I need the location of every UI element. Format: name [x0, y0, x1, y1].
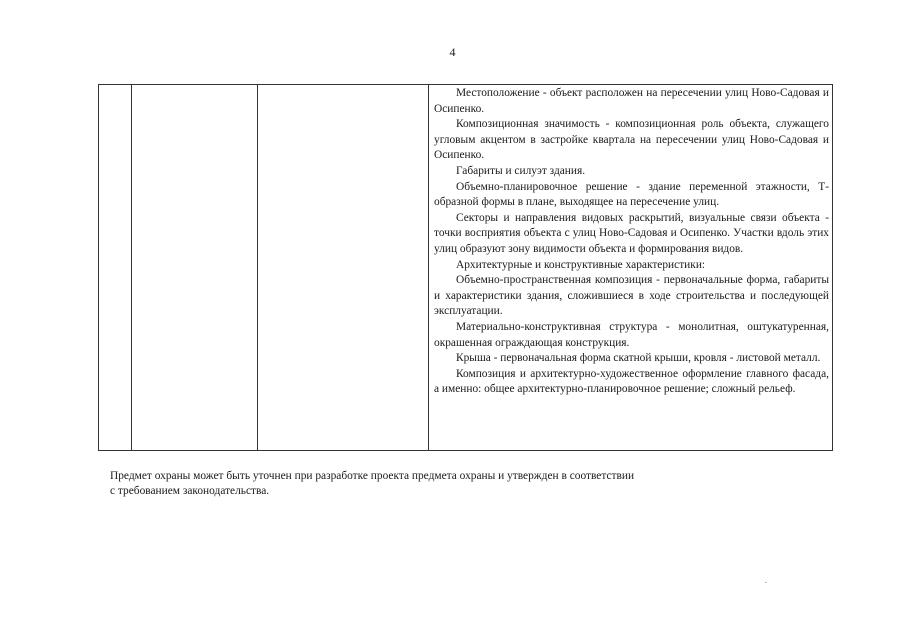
- page-number: 4: [449, 45, 456, 59]
- roof-paragraph: Крыша - первоначальная форма скатной крыши, кровля - листовой металл.: [456, 352, 821, 365]
- material-structure-paragraph: Материально-конструктивная структура - монолитная, оштукатуренная, окрашенная ограждающая конструкция.: [434, 320, 829, 349]
- column-divider-2: [257, 85, 258, 450]
- dimensions-heading: Габариты и силуэт здания.: [456, 164, 586, 177]
- planning-solution-paragraph: Объемно-планировочное решение - здание переменной этажности, Т-образной формы в плане, выходящее на пересечение улиц.: [434, 180, 829, 209]
- description-cell: [429, 85, 832, 450]
- closing-note-line-1: Предмет охраны может быть уточнен при разработке проекта предмета охраны и утвержден в соответствии: [110, 470, 635, 482]
- location-paragraph: Местоположение - объект расположен на пересечении улиц Ново-Садовая и Осипенко.: [434, 87, 829, 115]
- facade-paragraph: Композиция и архитектурно-художественное оформление главного фасада, а именно: общее архитектурно-планировочное решение; сложный рельеф.: [434, 367, 829, 396]
- closing-note-line-2: с требованием законодательства.: [110, 485, 270, 498]
- scan-speck: [765, 582, 767, 583]
- spatial-composition-paragraph: Объемно-пространственная композиция - первоначальные форма, габариты и характеристики здания, сложившиеся в ходе строительства и последующей эксплуатации.: [434, 274, 829, 318]
- architectural-characteristics-heading: Архитектурные и конструктивные характеристики:: [456, 258, 706, 271]
- closing-note: [110, 469, 750, 500]
- column-divider-1: [131, 85, 132, 450]
- composition-significance-paragraph: Композиционная значимость - композиционная роль объекта, служащего угловым акцентом в застройке квартала на пересечении улиц Ново-Садовая и Осипенко.: [434, 118, 829, 162]
- protection-subject-table: [98, 84, 833, 451]
- view-sectors-paragraph: Секторы и направления видовых раскрытий, визуальные связи объекта - точки восприятия объекта с улиц Ново-Садовая и Осипенко. Участки вдоль этих улиц образуют зону видимости объекта и формирования видов.: [434, 211, 829, 255]
